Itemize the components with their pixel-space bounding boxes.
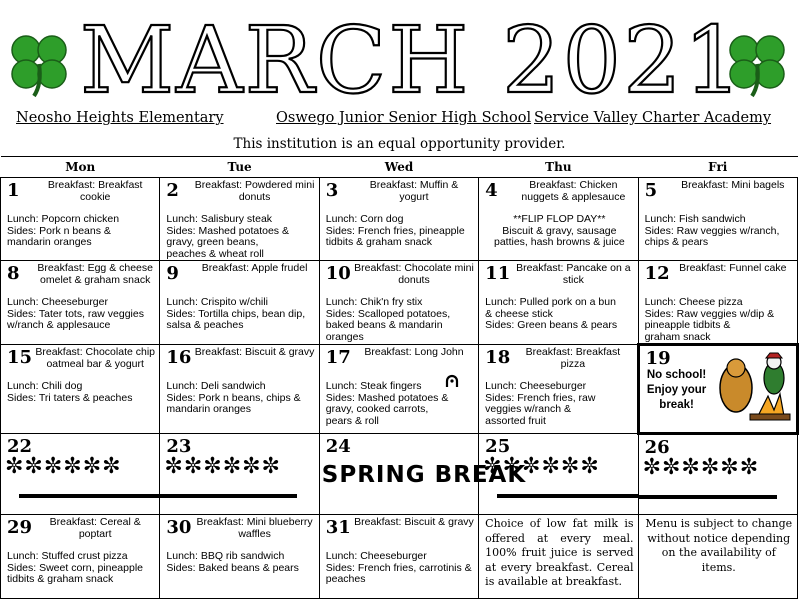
breakfast-item: Breakfast: Long John xyxy=(364,346,464,358)
lunch-item: Lunch: Chik'n fry stix Sides: Scalloped potatoes, baked beans & mandarin oranges xyxy=(325,296,451,343)
day-cell xyxy=(479,261,638,345)
day-number: 30 xyxy=(166,517,192,538)
breakfast-item: Breakfast: Muffin & yogurt xyxy=(369,179,459,203)
week-row xyxy=(1,345,798,434)
breakfast-item: Breakfast: Breakfast cookie xyxy=(47,179,143,203)
day-number: 12 xyxy=(644,263,670,284)
day-cell xyxy=(160,345,319,434)
spring-break-week-row xyxy=(1,434,798,515)
divider-bar xyxy=(160,494,296,498)
flip-flop-day-note: **FLIP FLOP DAY** Biscuit & gravy, sausage patties, hash browns & juice xyxy=(493,213,625,248)
month-title: MARCH xyxy=(80,7,471,114)
lunch-item: Lunch: Cheese pizza Sides: Raw veggies w/dip & pineapple tidbits & graham snack xyxy=(644,296,775,343)
breakfast-item: Breakfast: Breakfast pizza xyxy=(525,346,621,370)
campfire-illustration xyxy=(712,352,792,428)
weekday-mon: Mon xyxy=(1,157,160,178)
milk-note-cell xyxy=(479,515,638,599)
school-name: Service Valley Charter Academy xyxy=(534,110,772,126)
day-cell xyxy=(1,178,160,261)
day-cell xyxy=(479,434,638,515)
lunch-item: Lunch: Cheeseburger Sides: French fries, carrotinis & peaches xyxy=(325,550,472,585)
day-number: 3 xyxy=(325,180,339,201)
breakfast-item: Breakfast: Mini bagels xyxy=(681,179,785,191)
day-number: 22 xyxy=(7,436,33,457)
day-cell xyxy=(319,515,478,599)
day-cell xyxy=(160,434,319,515)
day-number: 26 xyxy=(644,437,670,458)
year-title: 2021 xyxy=(502,7,745,114)
day-cell xyxy=(160,261,319,345)
star-decoration: ✼✼✼✼✼✼ xyxy=(642,454,760,479)
day-cell xyxy=(160,178,319,261)
breakfast-item: Breakfast: Biscuit & gravy xyxy=(194,346,315,358)
weekday-wed: Wed xyxy=(319,157,478,178)
equal-opportunity-statement: This institution is an equal opportunity provider. xyxy=(233,136,566,152)
day-cell xyxy=(479,178,638,261)
divider-bar xyxy=(19,494,159,498)
star-decoration: ✼✼✼✼✼✼ xyxy=(483,453,600,478)
day-cell xyxy=(319,345,478,434)
divider-bar xyxy=(497,494,637,498)
day-number: 1 xyxy=(7,180,20,201)
lunch-item: Lunch: Crispito w/chili Sides: Tortilla chips, bean dip, salsa & peaches xyxy=(166,296,306,331)
day-number: 10 xyxy=(325,263,351,284)
lunch-item: Lunch: Pulled pork on a bun & cheese stick Sides: Green beans & pears xyxy=(485,296,618,331)
lunch-item: Lunch: Cheeseburger Sides: Tater tots, raw veggies w/ranch & applesauce xyxy=(7,296,144,331)
school-list xyxy=(16,110,786,128)
day-cell xyxy=(479,345,638,434)
day-cell xyxy=(1,345,160,434)
breakfast-item: Breakfast: Chicken nuggets & applesauce xyxy=(521,179,626,203)
lunch-item: Lunch: Fish sandwich Sides: Raw veggies w/ranch, chips & pears xyxy=(644,213,780,248)
day-cell xyxy=(1,434,160,515)
lunch-item: Lunch: Cheeseburger Sides: French fries, raw veggies w/ranch & assorted fruit xyxy=(485,380,596,427)
menu-calendar xyxy=(0,156,799,599)
breakfast-item: Breakfast: Mini blueberry waffles xyxy=(196,516,313,540)
day-number: 17 xyxy=(325,347,351,368)
day-cell xyxy=(638,261,797,345)
day-number: 24 xyxy=(325,436,351,457)
day-number: 25 xyxy=(485,436,511,457)
breakfast-item: Breakfast: Pancake on a stick xyxy=(516,262,631,286)
lunch-item: Lunch: Salisbury steak Sides: Mashed potatoes & gravy, green beans, peaches & wheat roll xyxy=(166,213,289,260)
day-cell xyxy=(1,261,160,345)
day-number: 5 xyxy=(644,180,658,201)
lunch-item: Lunch: Stuffed crust pizza Sides: Sweet corn, pineapple tidbits & graham snack xyxy=(7,550,144,585)
week-row xyxy=(1,178,798,261)
day-number: 9 xyxy=(166,263,179,284)
day-cell xyxy=(638,178,797,261)
breakfast-item: Breakfast: Apple frudel xyxy=(201,262,308,274)
day-cell xyxy=(160,515,319,599)
school-name: Neosho Heights Elementary xyxy=(16,110,224,126)
week-row xyxy=(1,261,798,345)
breakfast-item: Breakfast: Chocolate chip oatmeal bar & yogurt xyxy=(35,346,156,370)
lunch-item: Lunch: Popcorn chicken Sides: Pork n beans & mandarin oranges xyxy=(7,213,120,248)
day-number: 29 xyxy=(7,517,33,538)
no-school-note: No school! Enjoy your break! xyxy=(646,369,707,411)
day-number: 4 xyxy=(485,180,498,201)
day-cell xyxy=(638,434,797,515)
lunch-item: Lunch: Chili dog Sides: Tri taters & peaches xyxy=(7,380,133,404)
lunch-item: Lunch: Steak fingers Sides: Mashed potatoes & gravy, cooked carrots, pears & roll xyxy=(325,380,449,427)
day-number: 19 xyxy=(645,348,671,369)
breakfast-item: Breakfast: Biscuit & gravy xyxy=(354,516,474,528)
day-number: 31 xyxy=(325,517,351,538)
weekday-fri: Fri xyxy=(638,157,797,178)
star-decoration: ✼✼✼✼✼✼ xyxy=(5,453,122,478)
day-number: 2 xyxy=(166,180,179,201)
breakfast-item: Breakfast: Cereal & poptart xyxy=(49,516,141,540)
day-cell xyxy=(319,178,478,261)
weekday-tue: Tue xyxy=(160,157,319,178)
breakfast-item: Breakfast: Chocolate mini donuts xyxy=(354,262,474,286)
day-number: 23 xyxy=(166,436,192,457)
day-number: 16 xyxy=(166,347,192,368)
divider-bar xyxy=(639,495,777,499)
weekday-thu: Thu xyxy=(479,157,638,178)
menu-note-cell xyxy=(638,515,797,599)
spring-break-label: SPRING BREAK xyxy=(321,462,527,488)
day-cell xyxy=(1,515,160,599)
day-number: 8 xyxy=(7,263,20,284)
breakfast-item: Breakfast: Egg & cheese omelet & graham snack xyxy=(37,262,153,286)
menu-subject-to-change-note: Menu is subject to change without notice depending on the availability of items. xyxy=(645,517,793,574)
school-name: Oswego Junior Senior High School xyxy=(276,110,532,126)
weekday-header-row xyxy=(1,157,798,178)
day-number: 11 xyxy=(485,263,511,284)
calendar-header xyxy=(0,0,799,160)
lunch-item: Lunch: BBQ rib sandwich Sides: Baked beans & pears xyxy=(166,550,299,574)
day-number: 15 xyxy=(7,347,33,368)
four-leaf-clover-icon xyxy=(4,28,74,98)
day-cell xyxy=(319,261,478,345)
horseshoe-icon xyxy=(444,373,460,389)
lunch-item: Lunch: Deli sandwich Sides: Pork n beans, chips & mandarin oranges xyxy=(166,380,301,415)
day-cell xyxy=(638,345,797,434)
breakfast-item: Breakfast: Funnel cake xyxy=(679,262,787,274)
week-row xyxy=(1,515,798,599)
milk-juice-note: Choice of low fat milk is offered at every meal. 100% fruit juice is served at every breakfast. Cereal is available at breakfast. xyxy=(485,517,634,588)
breakfast-item: Breakfast: Powdered mini donuts xyxy=(194,179,315,203)
lunch-item: Lunch: Corn dog Sides: French fries, pineapple tidbits & graham snack xyxy=(325,213,465,248)
day-number: 18 xyxy=(485,347,511,368)
star-decoration: ✼✼✼✼✼✼ xyxy=(164,453,281,478)
